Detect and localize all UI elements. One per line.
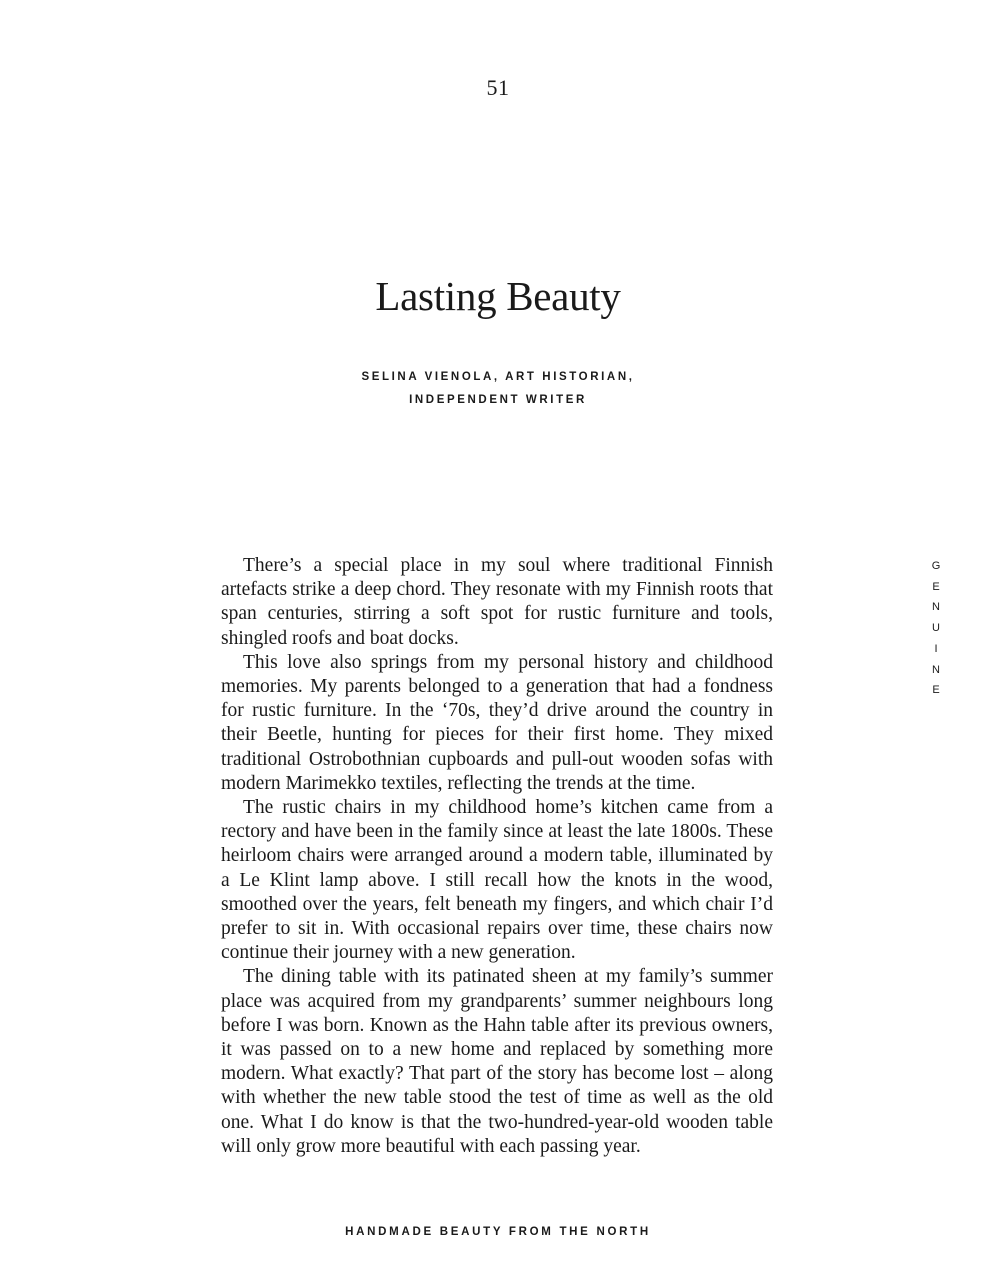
page-number: 51 bbox=[486, 75, 510, 100]
side-label-letter: N bbox=[932, 601, 940, 614]
body-paragraph-4: The dining table with its patinated sheen at my family’s summer place was acquired from my grandparents’ summer neighbours long before I was born. Known as the Hahn table after its previous owners, it was passed on to a new home and replaced by something more modern. What exactly? That part of the story has become lost – along with whether the new table stood the test of time as well as the old one. What I do know is that the two-hundred-year-old wooden table will only grow more beautiful with each passing year. bbox=[221, 966, 773, 1157]
side-label-letter: G bbox=[931, 560, 941, 572]
side-label-letter: U bbox=[932, 622, 940, 635]
side-label-letter: E bbox=[932, 684, 940, 697]
side-label-letter: E bbox=[932, 580, 940, 593]
article-body bbox=[221, 554, 773, 1159]
running-footer: HANDMADE BEAUTY FROM THE NORTH bbox=[345, 1226, 651, 1238]
side-label-letter: I bbox=[934, 642, 938, 655]
article-title: Lasting Beauty bbox=[375, 273, 621, 319]
body-paragraph-1: There’s a special place in my soul where traditional Finnish artefacts strike a deep chord. They resonate with my Finnish roots that span centuries, stirring a soft spot for rustic furniture and tools, shingled roofs and boat docks. bbox=[221, 555, 773, 649]
body-paragraph-2: This love also springs from my personal history and childhood memories. My parents belonged to a generation that had a fondness for rustic furniture. In the ‘70s, they’d drive around the country in their Beetle, hunting for pieces for their first home. They mixed traditional Ostrobothnian cupboards and pull-out wooden sofas with modern Marimekko textiles, reflecting the trends at the time. bbox=[221, 651, 773, 794]
side-label-letter: N bbox=[932, 663, 940, 676]
section-side-label bbox=[926, 556, 946, 701]
byline-line-1: SELINA VIENOLA, ART HISTORIAN, bbox=[361, 371, 635, 383]
byline bbox=[0, 366, 996, 412]
byline-line-2: INDEPENDENT WRITER bbox=[409, 394, 587, 406]
body-paragraph-3: The rustic chairs in my childhood home’s kitchen came from a rectory and have been in the family since at least the late 1800s. These heirloom chairs were arranged around a modern table, illuminated by a Le Klint lamp above. I still recall how the knots in the wood, smoothed over the years, felt beneath my fingers, and which chair I’d prefer to sit in. With occasional repairs over time, these chairs now continue their journey with a new generation. bbox=[221, 797, 773, 964]
